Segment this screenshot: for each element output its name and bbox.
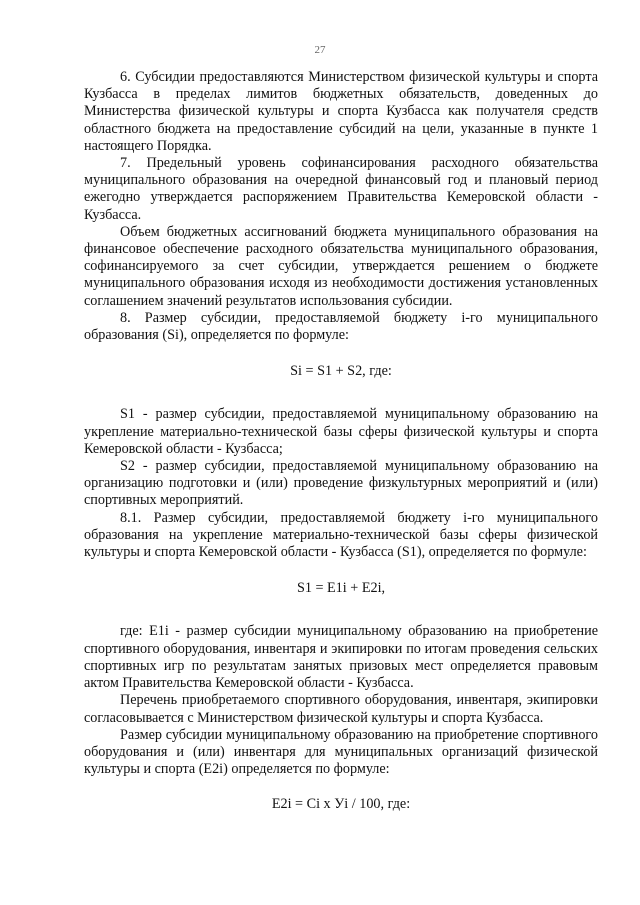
definition-s1: S1 - размер субсидии, предоставляемой муниципальному образованию на укрепление материально-технической базы сферы физической культуры и спорта Кемеровской области - Кузбасса; (84, 406, 598, 457)
formula-s1: S1 = E1i + E2i, (296, 580, 386, 597)
paragraph-equipment-list: Перечень приобретаемого спортивного оборудования, инвентаря, экипировки согласовывается с Министерством физической культуры и спорта Кузбасса. (84, 692, 598, 726)
paragraph-budget-volume: Объем бюджетных ассигнований бюджета муниципального образования на финансовое обеспечение расходного обязательства муниципального образования, софинансируемого за счет субсидии, утверждается решением о бюджете муниципального образования исходя из необходимости достижения установленных соглашением значений результатов использования субсидии. (84, 223, 598, 309)
formula-si: Si = S1 + S2, где: (290, 363, 392, 380)
paragraph-8: 8. Размер субсидии, предоставляемой бюджету i-го муниципального образования (Si), определяется по формуле: (84, 309, 598, 344)
paragraph-6: 6. Субсидии предоставляются Министерством физической культуры и спорта Кузбасса в пределах лимитов бюджетных обязательств, доведенных до Министерства физической культуры и спорта Кузбасса как получателя средств областного бюджета на предоставление субсидий на цели, указанные в пункте 1 настоящего Порядка. (84, 69, 598, 154)
paragraph-8-1: 8.1. Размер субсидии, предоставляемой бюджету i-го муниципального образования на укрепление материально-технической базы сферы физической культуры и спорта Кемеровской области - Кузбасса (S1), определяется по формуле: (84, 509, 598, 561)
definition-s2: S2 - размер субсидии, предоставляемой муниципальному образованию на организацию подготовки и (или) проведение физкультурных мероприятий и (или) спортивных мероприятий. (84, 458, 598, 509)
formula-e2i: E2i = Ci x Уi / 100, где: (271, 796, 411, 813)
paragraph-subsidy-size: Размер субсидии муниципальному образованию на приобретение спортивного оборудования и (или) инвентаря для муниципальных организаций физической культуры и спорта (E2i) определяется по формуле: (84, 726, 598, 778)
page-number: 27 (314, 44, 326, 56)
paragraph-7: 7. Предельный уровень софинансирования расходного обязательства муниципального образования на очередной финансовый год и плановый период ежегодно утверждается распоряжением Правительства Кемеровской области - Кузбасса. (84, 155, 598, 223)
document-body (84, 69, 598, 814)
definition-e1: где: E1i - размер субсидии муниципальному образованию на приобретение спортивного оборудования, инвентаря и экипировки по итогам проведения сельских спортивных игр по результатам занятых призовых мест определяется правовым актом Правительства Кемеровской области - Кузбасса. (84, 623, 598, 692)
